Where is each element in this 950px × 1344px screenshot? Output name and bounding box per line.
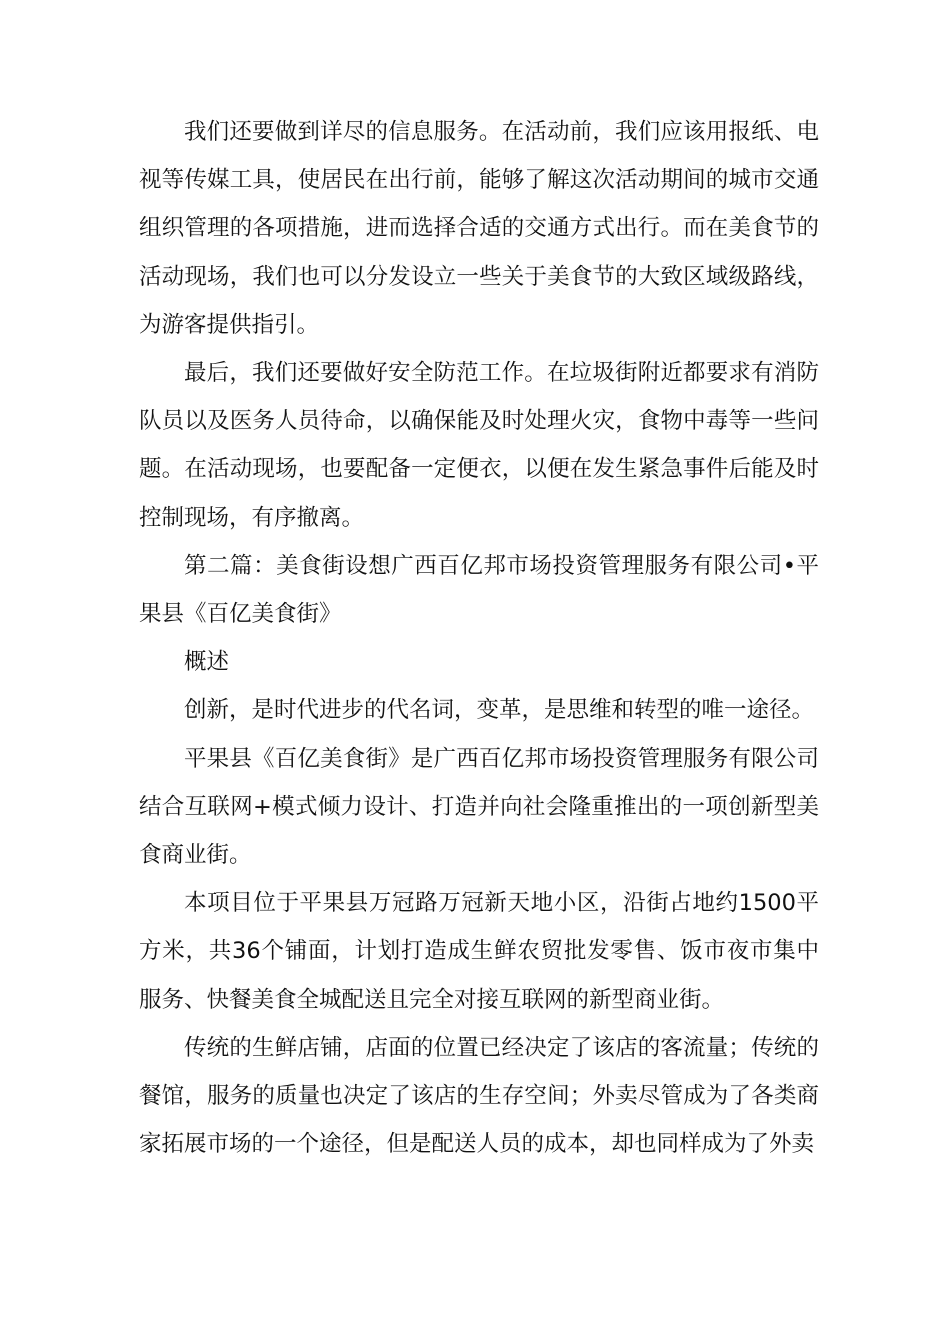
document-body — [139, 108, 819, 1168]
paragraph-overview-heading: 概述 — [184, 649, 230, 676]
paragraph-project-intro: 平果县《百亿美食街》是广西百亿邦市场投资管理服务有限公司结合互联网+模式倾力设计、打造并向社会隆重推出的一项创新型美食商业街。 — [139, 745, 819, 869]
paragraph-project-location: 本项目位于平果县万冠路万冠新天地小区，沿街占地约1500平方米，共36个铺面，计划打造成生鲜农贸批发零售、饭市夜市集中服务、快餐美食全城配送且完全对接互联网的新型商业街。 — [139, 890, 819, 1013]
paragraph-innovation: 创新，是时代进步的代名词，变革，是思维和转型的唯一途径。 — [184, 697, 815, 724]
paragraph-traditional-shops: 传统的生鲜店铺，店面的位置已经决定了该店的客流量；传统的餐馆，服务的质量也决定了该店的生存空间；外卖尽管成为了各类商家拓展市场的一个途径，但是配送人员的成本，却也同样成为了外卖 — [139, 1034, 819, 1158]
paragraph-section-two-title: 第二篇：美食街设想广西百亿邦市场投资管理服务有限公司•平果县《百亿美食街》 — [139, 552, 819, 628]
paragraph-safety: 最后，我们还要做好安全防范工作。在垃圾街附近都要求有消防队员以及医务人员待命，以确保能及时处理火灾，食物中毒等一些问题。在活动现场，也要配备一定便衣，以便在发生紧急事件后能及时控制现场，有序撤离。 — [139, 360, 819, 531]
paragraph-info-service: 我们还要做到详尽的信息服务。在活动前，我们应该用报纸、电视等传媒工具，使居民在出行前，能够了解这次活动期间的城市交通组织管理的各项措施，进而选择合适的交通方式出行。而在美食节的活动现场，我们也可以分发设立一些关于美食节的大致区域级路线，为游客提供指引。 — [139, 119, 819, 338]
